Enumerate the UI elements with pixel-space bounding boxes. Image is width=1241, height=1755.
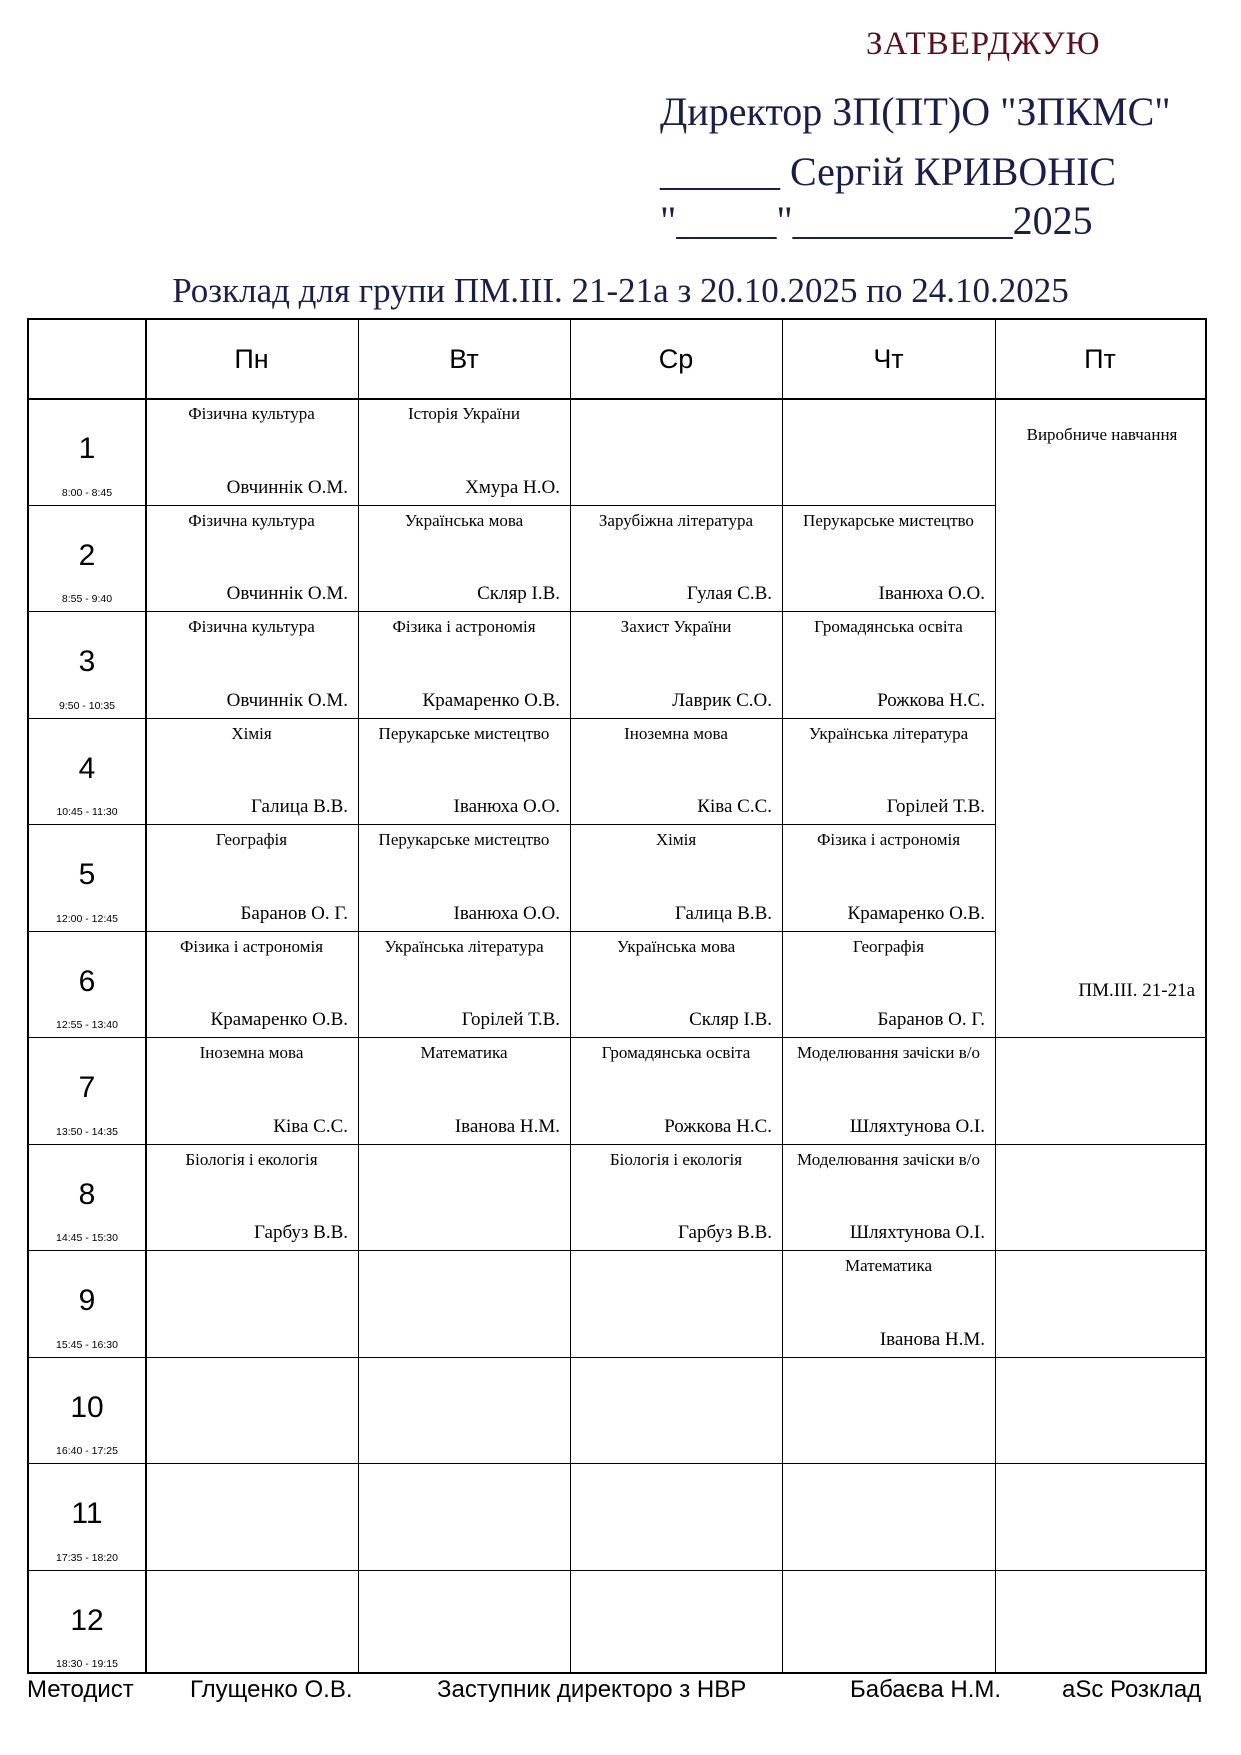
schedule-table (27, 318, 1207, 1674)
lesson-subject: Моделювання зачіски в/о (797, 1149, 980, 1169)
lesson-subject: Історія України (408, 404, 520, 423)
lesson-subject: Захист України (620, 617, 732, 636)
lesson-teacher: Іванова Н.М. (879, 1328, 985, 1350)
lesson-cell (782, 718, 995, 825)
lesson-cell (570, 1144, 782, 1251)
lesson-subject: Перукарське мистецтво (378, 723, 550, 743)
lesson-cell (145, 824, 358, 931)
period-time: 18:30 - 19:15 (56, 1658, 118, 1670)
lesson-subject: Біологія і екологія (609, 1149, 743, 1169)
empty-cell (358, 1144, 570, 1251)
period-number: 1 (78, 432, 96, 465)
period-cell (29, 718, 145, 825)
lesson-cell (358, 505, 570, 612)
lesson-cell (358, 931, 570, 1038)
deputy-name: Бабаєва Н.М. (850, 1676, 1002, 1703)
period-number: 10 (70, 1390, 104, 1424)
period-cell (29, 398, 145, 505)
lesson-teacher: Ківа С.С. (273, 1115, 348, 1137)
lesson-teacher: Крамаренко О.В. (422, 689, 560, 711)
lesson-teacher: Рожкова Н.С. (664, 1115, 772, 1137)
empty-cell (782, 1463, 995, 1570)
lesson-teacher: Шляхтунова О.І. (849, 1222, 985, 1243)
methodist-name: Глущенко О.В. (190, 1676, 353, 1703)
lesson-teacher: Крамаренко О.В. (847, 902, 985, 924)
lesson-teacher: Рожкова Н.С. (877, 689, 985, 711)
period-cell (29, 505, 145, 612)
lesson-teacher: Іванюха О.О. (453, 902, 560, 924)
lesson-cell (570, 611, 782, 718)
period-number: 12 (70, 1603, 104, 1637)
lesson-subject: Фізика і астрономія (816, 830, 961, 849)
lesson-cell (145, 1144, 358, 1251)
lesson-subject: Фізика і астрономія (179, 936, 324, 956)
period-cell (29, 1463, 145, 1570)
lesson-teacher: Іванова Н.М. (454, 1115, 560, 1137)
lesson-subject: Математика (844, 1256, 933, 1275)
lesson-cell (358, 1037, 570, 1144)
period-number: 5 (78, 858, 96, 891)
lesson-teacher: Крамаренко О.В. (210, 1009, 348, 1030)
lesson-teacher: Баранов О. Г. (877, 1009, 985, 1030)
period-cell (29, 1037, 145, 1144)
software-label: aSc Розклад (1062, 1676, 1202, 1703)
lesson-teacher: Галица В.В. (251, 796, 348, 817)
period-number: 8 (78, 1177, 96, 1211)
period-time: 13:50 - 14:35 (56, 1125, 118, 1138)
empty-cell (145, 1570, 358, 1677)
lesson-cell (145, 505, 358, 612)
lesson-subject: Українська мова (404, 510, 524, 530)
lesson-cell (145, 931, 358, 1038)
lesson-teacher: Ківа С.С. (697, 796, 772, 817)
friday-practice-group: ПМ.ІІІ. 21-21а (1078, 980, 1195, 1001)
lesson-subject: Перукарське мистецтво (378, 830, 550, 849)
lesson-subject: Географія (852, 936, 925, 956)
lesson-teacher: Горілей Т.В. (461, 1009, 560, 1030)
lesson-subject: Українська література (808, 723, 969, 743)
period-time: 16:40 - 17:25 (56, 1445, 118, 1457)
lesson-teacher: Скляр І.В. (477, 583, 560, 604)
lesson-subject: Перукарське мистецтво (803, 510, 974, 530)
empty-cell (570, 1463, 782, 1570)
empty-cell (358, 1463, 570, 1570)
lesson-teacher: Баранов О. Г. (240, 902, 348, 924)
day-header-1: Пн (234, 343, 269, 374)
lesson-subject: Громадянська освіта (814, 617, 963, 636)
day-header-4: Чт (873, 343, 904, 374)
lesson-teacher: Скляр І.В. (689, 1009, 772, 1030)
lesson-subject: Біологія і екологія (185, 1149, 318, 1169)
period-time: 10:45 - 11:30 (56, 806, 118, 818)
lesson-subject: Фізична культура (188, 510, 315, 530)
lesson-teacher: Шляхтунова О.І. (849, 1115, 985, 1137)
lesson-subject: Українська література (384, 936, 544, 956)
day-header-2: Вт (449, 343, 479, 374)
empty-cell (358, 1570, 570, 1677)
lesson-subject: Зарубіжна література (598, 510, 754, 530)
period-time: 8:00 - 8:45 (61, 486, 113, 499)
lesson-subject: Географія (215, 830, 288, 849)
lesson-subject: Фізична культура (188, 404, 315, 423)
period-cell (29, 824, 145, 931)
period-number: 6 (78, 964, 96, 998)
lesson-teacher: Овчиннік О.М. (226, 689, 348, 711)
lesson-cell (570, 824, 782, 931)
empty-cell (145, 1463, 358, 1570)
lesson-teacher: Іванюха О.О. (878, 583, 985, 604)
page-title: Розклад для групи ПМ.ІІІ. 21-21а з 20.10.2025 по 24.10.2025 (172, 271, 1069, 310)
period-number: 7 (78, 1071, 96, 1104)
lesson-cell (782, 1144, 995, 1251)
empty-cell (358, 1250, 570, 1357)
period-cell (29, 611, 145, 718)
period-number: 3 (78, 645, 96, 678)
empty-cell (570, 1570, 782, 1677)
lesson-cell (145, 718, 358, 825)
period-time: 17:35 - 18:20 (56, 1551, 118, 1564)
period-cell (29, 1250, 145, 1357)
lesson-cell (358, 398, 570, 505)
approval-heading: ЗАТВЕРДЖУЮ (866, 26, 1101, 62)
day-header-3: Ср (658, 343, 694, 374)
lesson-cell (145, 398, 358, 505)
empty-cell (782, 1357, 995, 1464)
lesson-teacher: Гарбуз В.В. (254, 1222, 348, 1243)
period-cell (29, 1357, 145, 1464)
period-time: 12:00 - 12:45 (56, 912, 118, 925)
lesson-subject: Іноземна мова (624, 723, 728, 743)
lesson-subject: Українська мова (616, 936, 736, 956)
director-position: Директор ЗП(ПТ)О "ЗПКМС" (660, 89, 1171, 134)
lesson-cell (570, 1037, 782, 1144)
lesson-subject: Іноземна мова (199, 1043, 304, 1062)
lesson-teacher: Іванюха О.О. (453, 796, 560, 817)
period-number: 11 (71, 1497, 103, 1530)
empty-cell (570, 1357, 782, 1464)
lesson-teacher: Гулая С.В. (686, 583, 772, 604)
period-cell (29, 1570, 145, 1677)
lesson-teacher: Хмура Н.О. (465, 476, 560, 498)
period-number: 9 (78, 1284, 96, 1317)
period-cell (29, 1144, 145, 1251)
lesson-teacher: Лаврик С.О. (672, 689, 772, 711)
deputy-label: Заступник директоро з НВР (437, 1676, 747, 1703)
day-header-5: Пт (1084, 343, 1116, 374)
lesson-teacher: Галица В.В. (675, 902, 772, 924)
empty-cell (782, 398, 995, 505)
period-time: 8:55 - 9:40 (61, 593, 113, 605)
lesson-cell (782, 611, 995, 718)
lesson-teacher: Овчиннік О.М. (226, 476, 348, 498)
period-time: 9:50 - 10:35 (58, 699, 116, 712)
lesson-subject: Математика (420, 1043, 508, 1062)
column-divider (995, 320, 996, 1672)
lesson-subject: Хімія (231, 723, 272, 743)
lesson-cell (145, 1037, 358, 1144)
empty-cell (570, 398, 782, 505)
lesson-teacher: Овчиннік О.М. (226, 583, 348, 604)
lesson-cell (782, 505, 995, 612)
lesson-cell (782, 1037, 995, 1144)
lesson-cell (358, 824, 570, 931)
period-time: 14:45 - 15:30 (56, 1232, 118, 1244)
lesson-cell (358, 718, 570, 825)
period-time: 12:55 - 13:40 (56, 1019, 118, 1031)
lesson-cell (570, 718, 782, 825)
lesson-cell (358, 611, 570, 718)
empty-cell (358, 1357, 570, 1464)
friday-practice-subject: Виробниче навчання (1026, 425, 1178, 444)
period-cell (29, 931, 145, 1038)
methodist-label: Методист (27, 1676, 134, 1703)
lesson-teacher: Горілей Т.В. (886, 796, 985, 817)
period-number: 2 (78, 538, 96, 572)
lesson-cell (570, 505, 782, 612)
lesson-subject: Громадянська освіта (601, 1043, 751, 1062)
empty-cell (145, 1357, 358, 1464)
period-time: 15:45 - 16:30 (56, 1338, 118, 1351)
lesson-subject: Фізика і астрономія (392, 617, 536, 636)
empty-cell (782, 1570, 995, 1677)
empty-cell (570, 1250, 782, 1357)
approval-date: "_____"___________2025 (660, 198, 1093, 243)
director-signature: ______ Сергій КРИВОНІС (660, 149, 1117, 194)
lesson-cell (782, 1250, 995, 1357)
lesson-subject: Фізична культура (188, 617, 315, 636)
lesson-subject: Моделювання зачіски в/о (797, 1043, 980, 1062)
lesson-subject: Хімія (655, 830, 697, 849)
lesson-cell (570, 931, 782, 1038)
lesson-cell (145, 611, 358, 718)
empty-cell (145, 1250, 358, 1357)
lesson-cell (782, 931, 995, 1038)
period-number: 4 (78, 751, 96, 785)
lesson-teacher: Гарбуз В.В. (678, 1222, 772, 1243)
lesson-cell (782, 824, 995, 931)
